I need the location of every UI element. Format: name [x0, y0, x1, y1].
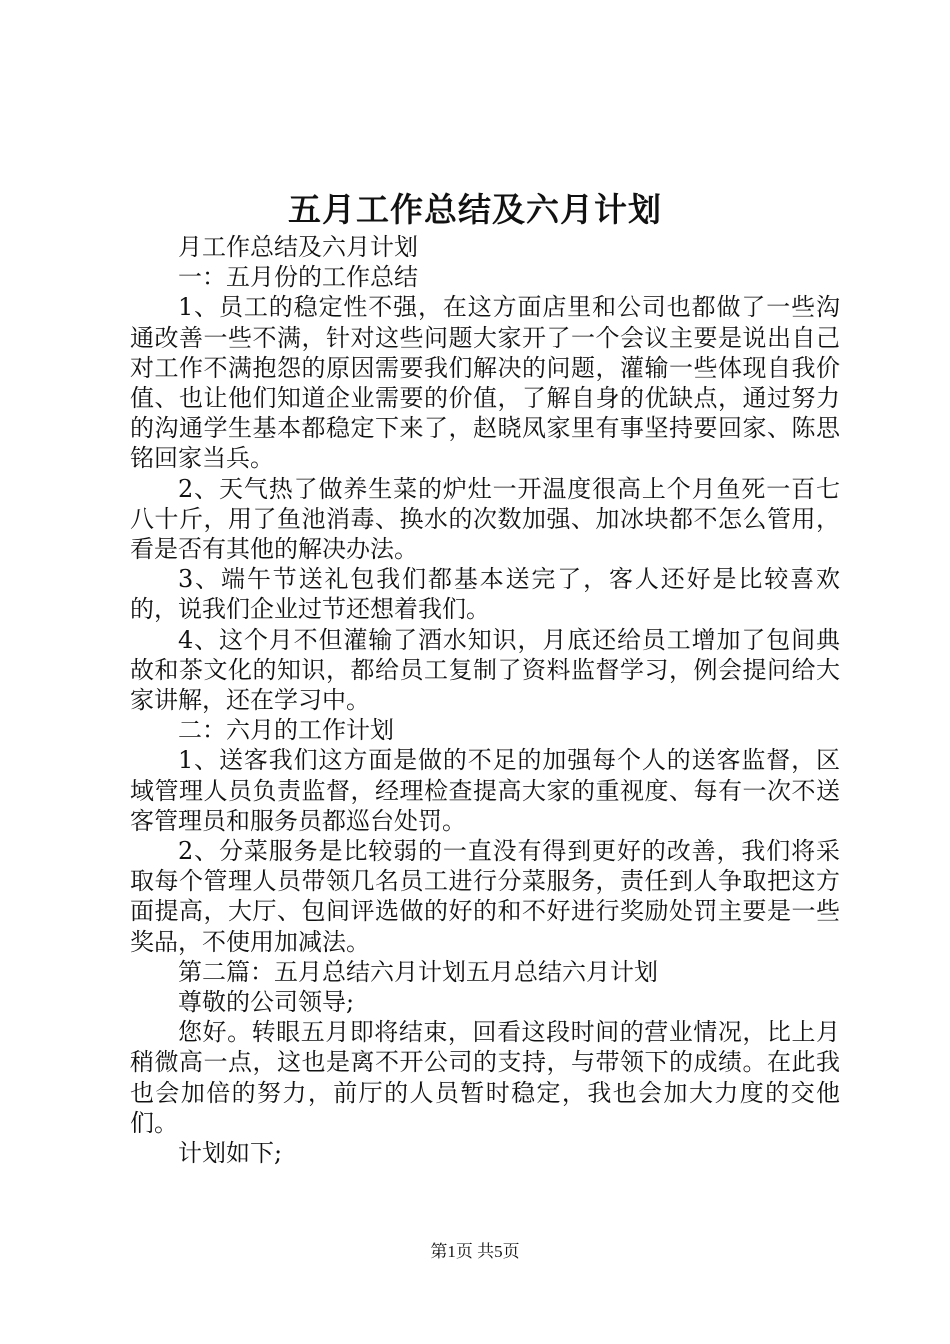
paragraph: 计划如下; [178, 1139, 283, 1168]
section-heading: 一：五月份的工作总结 [178, 263, 418, 292]
paragraph: 1、送客我们这方面是做的不足的加强每个人的送客监督，区域管理人员负责监督，经理检查提高大家的重视度、每有一次不送客管理员和服务员都巡台处罚。 [130, 746, 840, 835]
page-indicator: 第1页 共5页 [430, 1242, 520, 1261]
paragraph: 1、员工的稳定性不强，在这方面店里和公司也都做了一些沟通改善一些不满，针对这些问题大家开了一个会议主要是说出自己对工作不满抱怨的原因需要我们解决的问题，灌输一些体现自我价值、也让他们知道企业需要的价值，了解自身的优缺点，通过努力的沟通学生基本都稳定下来了，赵晓凤家里有事坚持要回家、陈思铭回家当兵。 [130, 293, 840, 473]
paragraph: 3、端午节送礼包我们都基本送完了，客人还好是比较喜欢的，说我们企业过节还想着我们。 [130, 565, 840, 624]
paragraph: 4、这个月不但灌输了酒水知识，月底还给员工增加了包间典故和茶文化的知识，都给员工复制了资料监督学习，例会提问给大家讲解，还在学习中。 [130, 625, 840, 715]
paragraph: 尊敬的公司领导; [178, 988, 355, 1017]
paragraph: 您好。转眼五月即将结束，回看这段时间的营业情况，比上月稍微高一点，这也是离不开公司的支持，与带领下的成绩。在此我也会加倍的努力，前厅的人员暂时稳定，我也会加大力度的交他们。 [130, 1018, 840, 1137]
paragraph: 月工作总结及六月计划 [178, 233, 418, 261]
paragraph: 2、分菜服务是比较弱的一直没有得到更好的改善，我们将采取每个管理人员带领几名员工进行分菜服务，责任到人争取把这方面提高，大厅、包间评选做的好的和不好进行奖励处罚主要是一些奖品，不使用加减法。 [130, 837, 840, 956]
section-heading: 二：六月的工作计划 [178, 716, 394, 745]
page-footer [0, 1240, 950, 1264]
document-body [130, 232, 840, 1168]
section-heading: 第二篇：五月总结六月计划五月总结六月计划 [178, 957, 658, 986]
document-title: 五月工作总结及六月计划 [288, 190, 662, 229]
paragraph: 2、天气热了做养生菜的炉灶一开温度很高上个月鱼死一百七八十斤，用了鱼池消毒、换水的次数加强、加冰块都不怎么管用，看是否有其他的解决办法。 [130, 474, 840, 564]
